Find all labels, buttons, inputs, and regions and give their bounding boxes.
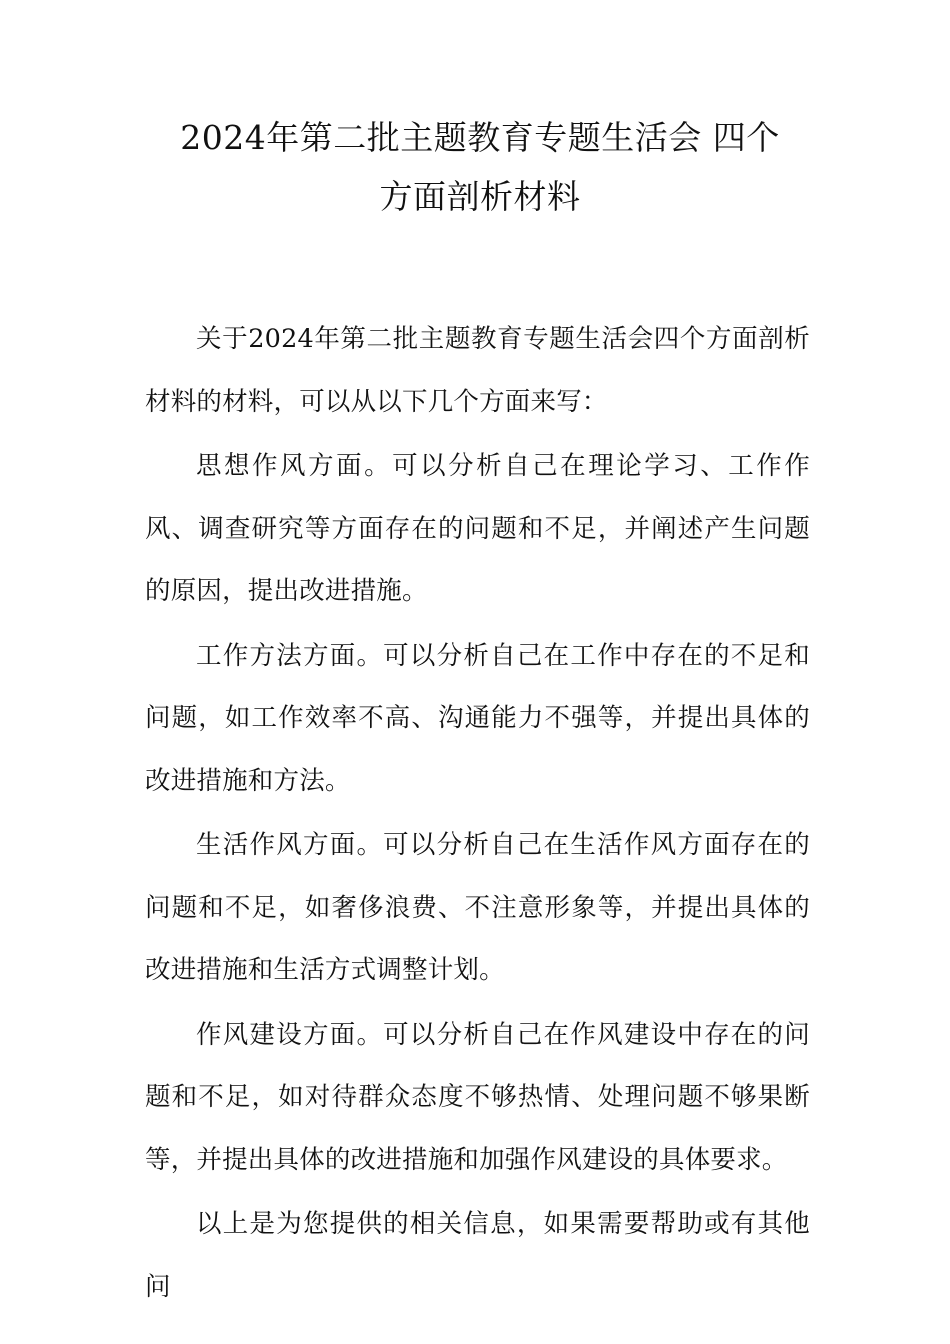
paragraph-closing: 以上是为您提供的相关信息，如果需要帮助或有其他问: [145, 1209, 810, 1302]
title-line-1: 2024年第二批主题教育专题生活会 四个: [180, 118, 780, 157]
paragraph-intro: 关于2024年第二批主题教育专题生活会四个方面剖析材料的材料，可以从以下几个方面来写：: [145, 324, 810, 417]
paragraph-work-method: 工作方法方面。可以分析自己在工作中存在的不足和问题，如工作效率不高、沟通能力不强等，并提出具体的改进措施和方法。: [145, 640, 810, 796]
document-title: [140, 108, 820, 226]
paragraph-life-style: 生活作风方面。可以分析自己在生活作风方面存在的问题和不足，如奢侈浪费、不注意形象等，并提出具体的改进措施和生活方式调整计划。: [145, 830, 810, 985]
paragraph-style-building: 作风建设方面。可以分析自己在作风建设中存在的问题和不足，如对待群众态度不够热情、处理问题不够果断等，并提出具体的改进措施和加强作风建设的具体要求。: [145, 1019, 810, 1175]
document-body: [145, 308, 810, 1320]
title-line-2: 方面剖析材料: [379, 177, 581, 216]
paragraph-thought-style: 思想作风方面。可以分析自己在理论学习、工作作风、调查研究等方面存在的问题和不足，并阐述产生问题的原因，提出改进措施。: [145, 451, 810, 606]
